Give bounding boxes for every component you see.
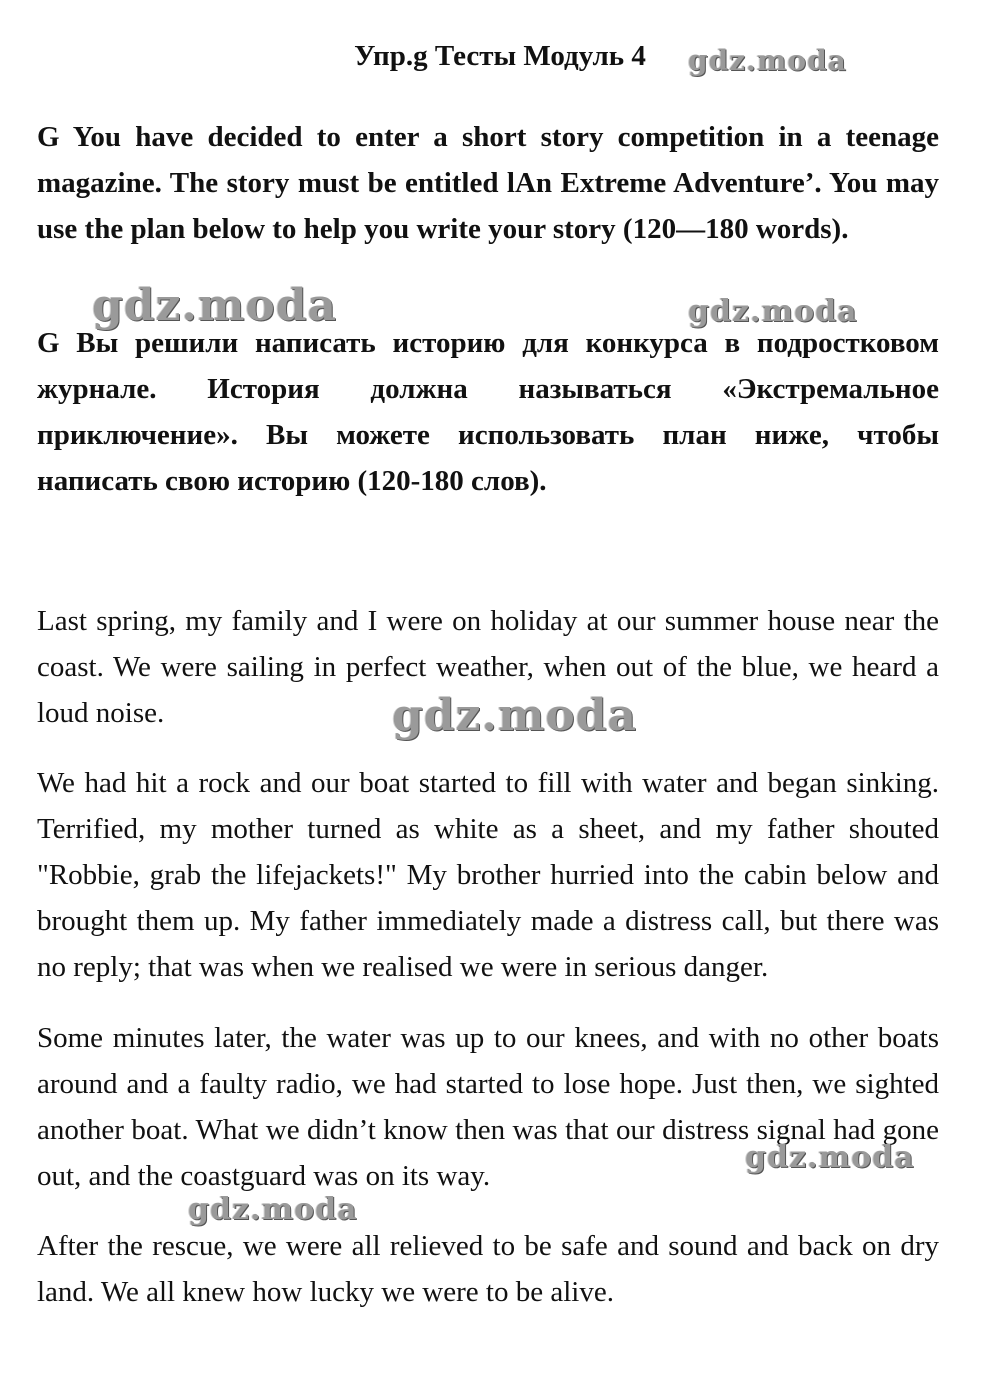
watermark: gdz.moda — [188, 1192, 358, 1227]
watermark: gdz.moda — [92, 280, 338, 331]
watermark: gdz.moda — [392, 690, 638, 741]
story-paragraph-3: Some minutes later, the water was up to our knees, and with no other boats around and a faulty radio, we had started to lose hope. Just then, we sighted another boat. What we didn’t know then was that our distress signal had gone out, and the coastguard was on its way. — [37, 1022, 939, 1192]
story-paragraph-2: We had hit a rock and our boat started to fill with water and began sinking. Terrified, my mother turned as white as a sheet, and my father shouted "Robbie, grab the lifejackets!" My brother hurried into the cabin below and brought them up. My father immediately made a distress call, but there was no reply; that was when we realised we were in serious danger. — [37, 767, 939, 983]
story-paragraph-4: After the rescue, we were all relieved to be safe and sound and back on dry land. We all knew how lucky we were to be alive. — [37, 1230, 939, 1308]
watermark: gdz.moda — [688, 294, 858, 329]
story-paragraph-1: Last spring, my family and I were on holiday at our summer house near the coast. We were sailing in perfect weather, when out of the blue, we heard a loud noise. — [37, 605, 939, 729]
watermark: gdz.moda — [688, 44, 847, 77]
page-title: Упр.g Тесты Модуль 4 — [354, 40, 646, 72]
task-instructions-english: G You have decided to enter a short story competition in a teenage magazine. The story must be entitled lAn Extreme Adventure’. You may use the plan below to help you write your story (120—180 words). — [37, 121, 939, 245]
task-instructions-russian: G Вы решили написать историю для конкурса в подростковом журнале. История должна называться «Экстремальное приключение». Вы можете использовать план ниже, чтобы написать свою историю (120-180 слов). — [37, 327, 939, 497]
watermark: gdz.moda — [745, 1140, 915, 1175]
